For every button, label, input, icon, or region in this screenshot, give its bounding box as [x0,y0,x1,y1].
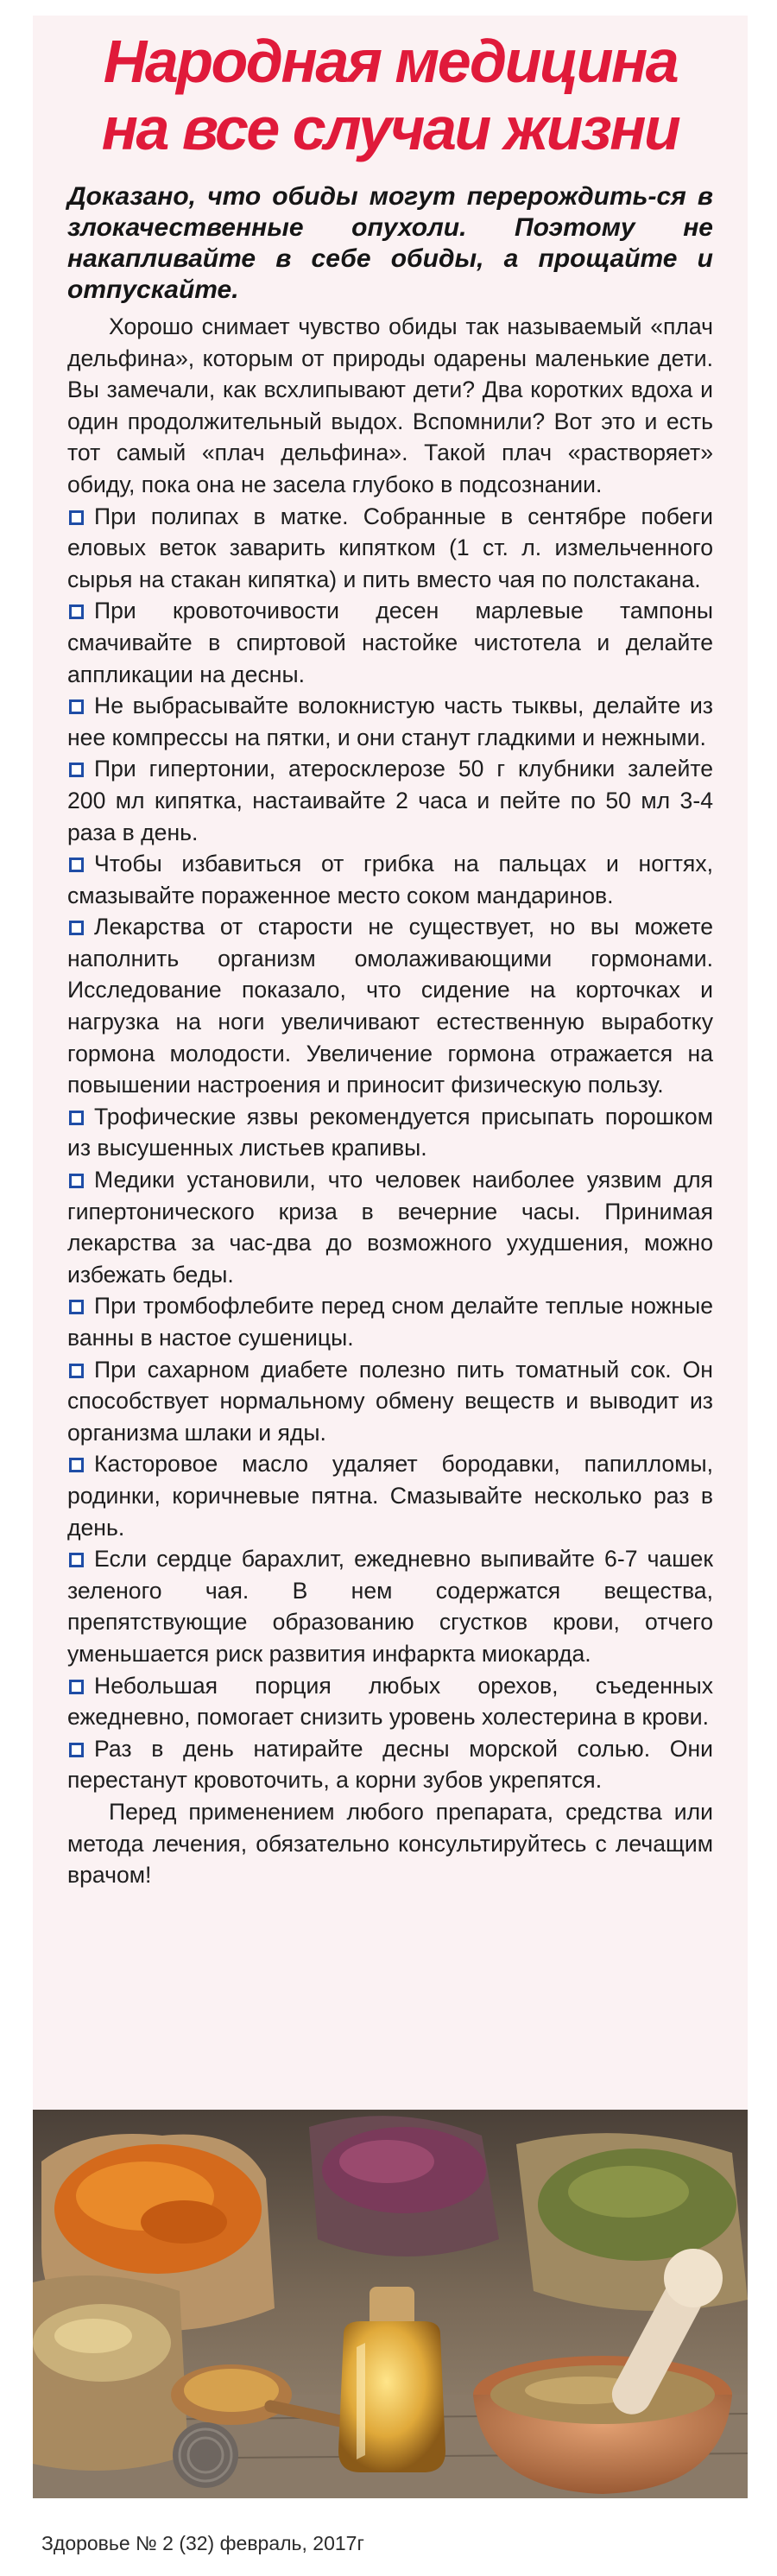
tip-text: При полипах в матке. Собранные в сентябре побеги еловых веток заварить кипятком (1 ст. л. измельченного сырья на стакан кипятка) и пить вместо чая по полстакана. [67,503,713,592]
tip-paragraph [67,595,713,690]
tip-paragraph [67,1543,713,1669]
tip-paragraph [67,690,713,753]
checkbox-icon [69,1300,84,1314]
tip-text: Касторовое масло удаляет бородавки, папилломы, родинки, коричневые пятна. Смазывайте несколько раз в день. [67,1451,713,1541]
checkbox-icon [69,1458,84,1472]
tip-text: Если сердце барахлит, ежедневно выпивайте 6-7 чашек зеленого чая. В нем содержатся вещества, препятствующие образованию сгустков крови, отчего уменьшается риск развития инфаркта миокарда. [67,1546,713,1667]
article-lead: Доказано, что обиды могут перерождить-ся в злокачественные опухоли. Поэтому не накапливайте в себе обиды, а прощайте и отпускайте. [67,182,713,304]
tip-text: Медики установили, что человек наиболее уязвим для гипертонического криза в вечерние часы. Принимая лекарства за час-два до возможного ухудшения, можно избежать беды. [67,1167,713,1288]
checkbox-icon [69,510,84,525]
twine-ball [173,2422,238,2488]
checkbox-icon [69,1174,84,1188]
tip-text: Раз в день натирайте десны морской солью. Они перестанут кровоточить, а корни зубов укрепятся. [67,1735,713,1794]
checkbox-icon [69,1553,84,1567]
tip-text: Не выбрасывайте волокнистую часть тыквы, делайте из нее компрессы на пятки, и они станут гладкими и нежными. [67,693,713,750]
source-credit: Здоровье № 2 (32) февраль, 2017г [41,2532,364,2554]
article-sheet [33,16,748,2498]
tip-paragraph [67,1354,713,1449]
closing-paragraph: Перед применением любого препарата, средства или метода лечения, обязательно консультируйтесь с лечащим врачом! [67,1798,713,1889]
title-line-1: Народная медицина [103,28,678,95]
intro-paragraph: Хорошо снимает чувство обиды так называемый «плач дельфина», которым от природы одарены маленькие дети. Вы замечали, как всхлипывают дети? Два коротких вдоха и один продолжительный выдох. Вспомнили? Вот это и есть тот самый «плач дельфина». Такой плач «растворяет» обиду, пока она не засела глубоко в подсознании. [67,313,713,497]
tip-paragraph [67,911,713,1101]
tip-text: Трофические язвы рекомендуется присыпать порошком из высушенных листьев крапивы. [67,1103,713,1161]
herbs-illustration [33,2110,748,2498]
checkbox-icon [69,858,84,872]
tip-paragraph [67,1101,713,1164]
tip-text: При кровоточивости десен марлевые тампоны смачивайте в спиртовой настойке чистотела и делайте аппликации на десны. [67,598,713,687]
tip-text: Лекарства от старости не существует, но вы можете наполнить организм омолаживающими гормонами. Исследование показало, что сидение на корточках и нагрузка на ноги увеличивают естественную выработку гормона молодости. Увеличение гормона отражается на повышении настроения и приносит физическую пользу. [67,914,713,1098]
article-title [67,28,713,162]
tip-text: Небольшая порция любых орехов, съеденных ежедневно, помогает снизить уровень холестерина в крови. [67,1672,713,1731]
checkbox-icon [69,763,84,777]
tip-text: При тромбофлебите перед сном делайте теплые ножные ванны в настое сушеницы. [67,1293,713,1351]
title-line-2: на все случаи жизни [101,95,679,162]
tip-text: При гипертонии, атеросклерозе 50 г клубники залейте 200 мл кипятка, настаивайте 2 часа и пейте по 50 мл 3-4 раза в день. [67,756,713,845]
tip-paragraph [67,1670,713,1733]
tip-paragraph [67,1733,713,1796]
checkbox-icon [69,1743,84,1757]
tip-text: При сахарном диабете полезно пить томатный сок. Он способствует нормальному обмену веществ и выводит из организма шлаки и яды. [67,1356,713,1446]
tip-paragraph [67,501,713,596]
tip-paragraph [67,1164,713,1290]
tip-text: Чтобы избавиться от грибка на пальцах и ногтях, смазывайте пораженное место соком мандаринов. [67,851,713,908]
tip-paragraph [67,753,713,848]
checkbox-icon [69,921,84,935]
tip-paragraph [67,1448,713,1543]
checkbox-icon [69,1111,84,1125]
article-body [67,311,713,1891]
tip-paragraph [67,848,713,911]
checkbox-icon [69,1680,84,1694]
checkbox-icon [69,604,84,619]
oil-bottle [338,2321,445,2472]
tip-paragraph [67,1290,713,1353]
checkbox-icon [69,699,84,714]
checkbox-icon [69,1364,84,1378]
herbs-photo [33,2110,748,2498]
